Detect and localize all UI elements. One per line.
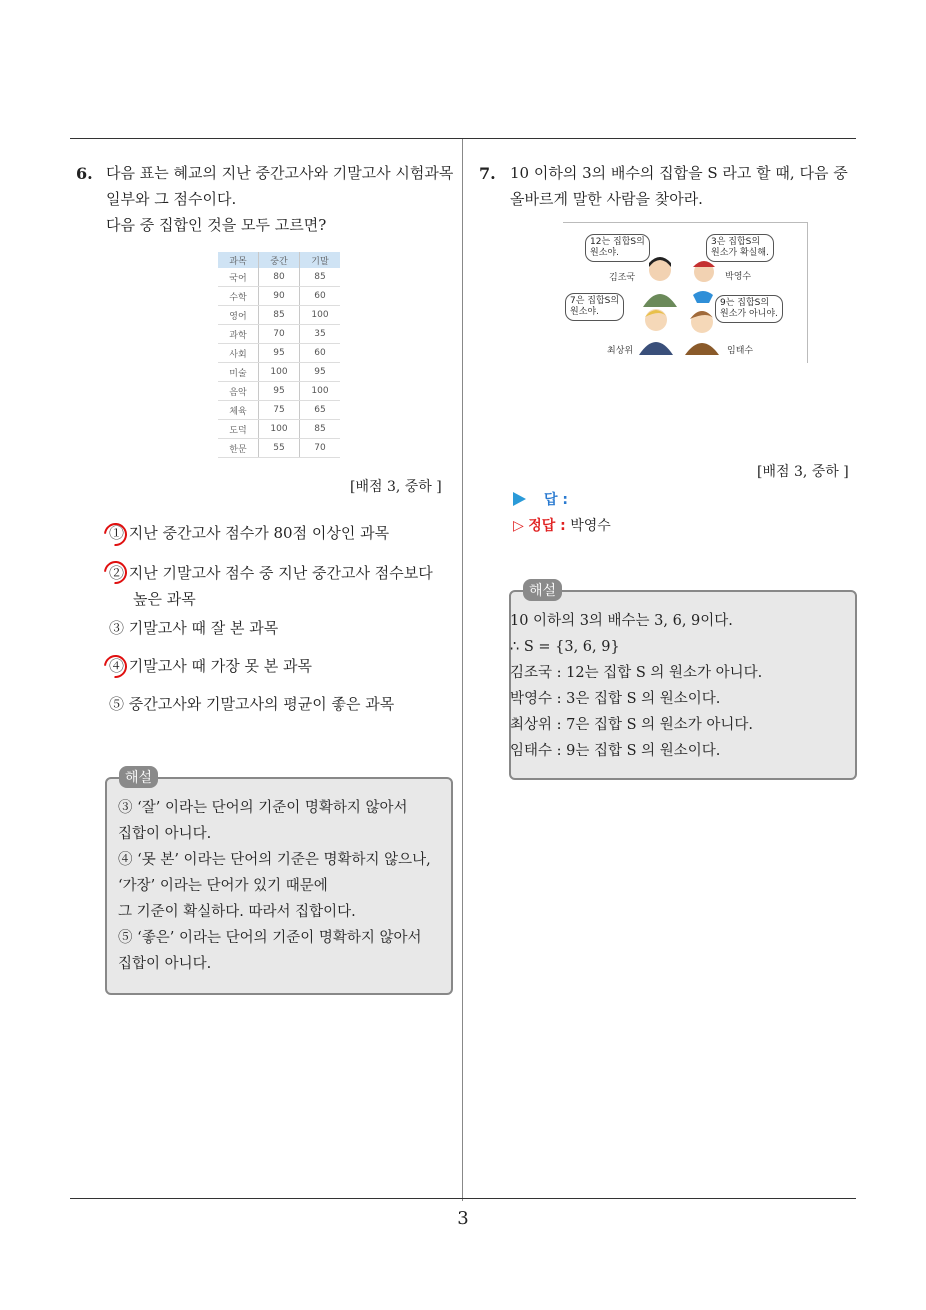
speech-bubble: 7은 집합S의 원소야. — [565, 293, 624, 321]
correct-answer-value: 박영수 — [570, 518, 611, 534]
table-row — [218, 401, 340, 420]
table-cell: 체육 — [218, 401, 259, 420]
table-header: 과목 — [218, 252, 259, 268]
table-cell: 100 — [259, 363, 300, 382]
q6-score: [배점 3, 중하 ] — [350, 479, 442, 495]
q6-number: 6. — [76, 164, 93, 183]
solution-line: ④ ‘못 본’ 이라는 단어의 기준은 명확하지 않으나, — [118, 852, 431, 868]
answer-row — [513, 489, 568, 509]
option-text: 중간고사와 기말고사의 평균이 좋은 과목 — [128, 695, 395, 713]
solution-line: 10 이하의 3의 배수는 3, 6, 9이다. — [510, 613, 733, 629]
option-text: 지난 중간고사 점수가 80점 이상인 과목 — [128, 524, 390, 542]
table-cell: 35 — [300, 325, 341, 344]
table-cell: 한문 — [218, 439, 259, 458]
table-cell: 95 — [300, 363, 341, 382]
table-cell: 음악 — [218, 382, 259, 401]
table-row — [218, 382, 340, 401]
table-cell: 90 — [259, 287, 300, 306]
solution-line: ‘가장’ 이라는 단어가 있기 때문에 — [118, 878, 328, 894]
option-4[interactable] — [109, 653, 312, 679]
option-number: ③ — [109, 619, 125, 637]
top-rule — [70, 138, 856, 139]
table-cell: 사회 — [218, 344, 259, 363]
solution-line: 그 기준이 확실하다. 따라서 집합이다. — [118, 904, 356, 920]
option-number: ② — [109, 564, 125, 582]
table-cell: 미술 — [218, 363, 259, 382]
table-cell: 95 — [259, 344, 300, 363]
table-row — [218, 325, 340, 344]
solution-line: 집합이 아니다. — [118, 826, 212, 842]
option-text: 기말고사 때 잘 본 과목 — [128, 619, 279, 637]
table-row — [218, 363, 340, 382]
solution-line: ⑤ ‘좋은’ 이라는 단어의 기준이 명확하지 않아서 — [118, 930, 422, 946]
speech-bubble: 12는 집합S의 원소야. — [585, 234, 650, 262]
option-2[interactable] — [109, 560, 433, 612]
solution-line: 임태수 : 9는 집합 S 의 원소이다. — [510, 743, 721, 759]
character-name: 임태수 — [727, 346, 754, 356]
outline-play-icon: ▷ — [513, 518, 524, 534]
table-header: 중간 — [259, 252, 300, 268]
q7-stem-line: 올바르게 말한 사람을 찾아라. — [510, 190, 703, 208]
table-cell: 국어 — [218, 268, 259, 287]
table-row — [218, 287, 340, 306]
table-row — [218, 306, 340, 325]
table-cell: 80 — [259, 268, 300, 287]
table-row — [218, 268, 340, 287]
speech-bubble: 9는 집합S의 원소가 아니야. — [715, 295, 783, 323]
speech-bubble: 3은 집합S의 원소가 확실해. — [706, 234, 774, 262]
table-cell: 과학 — [218, 325, 259, 344]
option-number: ⑤ — [109, 695, 125, 713]
solution-line: 최상위 : 7은 집합 S 의 원소가 아니다. — [510, 717, 754, 733]
option-text: 높은 과목 — [133, 590, 196, 608]
option-5[interactable] — [109, 691, 394, 717]
q7-score: [배점 3, 중하 ] — [757, 464, 849, 480]
q6-stem — [106, 160, 453, 238]
table-cell: 100 — [300, 382, 341, 401]
q7-stem — [510, 160, 848, 212]
q6-solution-text — [118, 795, 431, 977]
q6-solution-label: 해설 — [119, 766, 158, 788]
table-row — [218, 439, 340, 458]
table-cell: 85 — [300, 268, 341, 287]
table-row — [218, 420, 340, 439]
play-icon — [513, 492, 526, 506]
q6-stem-line: 일부와 그 점수이다. — [106, 190, 237, 208]
option-text: 기말고사 때 가장 못 본 과목 — [128, 657, 313, 675]
q6-stem-line: 다음 중 집합인 것을 모두 고르면? — [106, 216, 327, 234]
option-1[interactable] — [109, 520, 389, 546]
option-number: ④ — [109, 657, 125, 675]
solution-line: 집합이 아니다. — [118, 956, 212, 972]
solution-line: 박영수 : 3은 집합 S 의 원소이다. — [510, 691, 721, 707]
solution-line: ∴ S = {3, 6, 9} — [510, 639, 620, 655]
option-text: 지난 기말고사 점수 중 지난 중간고사 점수보다 — [128, 564, 433, 582]
table-cell: 수학 — [218, 287, 259, 306]
page-number: 3 — [457, 1208, 469, 1229]
table-cell: 70 — [259, 325, 300, 344]
table-cell: 65 — [300, 401, 341, 420]
correct-answer-row — [513, 515, 611, 535]
character-name: 김조국 — [609, 273, 636, 283]
q6-stem-line: 다음 표는 혜교의 지난 중간고사와 기말고사 시험과목 — [106, 164, 454, 182]
table-header-row — [218, 252, 340, 268]
character-name: 박영수 — [725, 272, 752, 282]
person-icon — [685, 311, 719, 355]
table-row — [218, 344, 340, 363]
character-name: 최상위 — [607, 346, 634, 356]
table-cell: 영어 — [218, 306, 259, 325]
solution-line: ③ ‘잘’ 이라는 단어의 기준이 명확하지 않아서 — [118, 800, 408, 816]
score-table — [218, 252, 340, 458]
table-cell: 85 — [300, 420, 341, 439]
bottom-rule — [70, 1198, 856, 1199]
q7-number: 7. — [479, 164, 496, 183]
option-number: ① — [109, 524, 125, 542]
correct-answer-label: 정답 : — [528, 518, 566, 534]
table-cell: 70 — [300, 439, 341, 458]
table-cell: 55 — [259, 439, 300, 458]
table-cell: 60 — [300, 344, 341, 363]
table-cell: 60 — [300, 287, 341, 306]
q7-solution-text — [510, 608, 762, 764]
q7-solution-label: 해설 — [523, 579, 562, 601]
person-icon — [639, 309, 673, 355]
q7-illustration — [563, 222, 808, 363]
q7-stem-line: 10 이하의 3의 배수의 집합을 S 라고 할 때, 다음 중 — [510, 164, 848, 182]
table-cell: 75 — [259, 401, 300, 420]
option-3[interactable] — [109, 615, 278, 641]
table-cell: 100 — [259, 420, 300, 439]
table-cell: 85 — [259, 306, 300, 325]
person-icon — [693, 261, 715, 282]
table-cell: 95 — [259, 382, 300, 401]
answer-label: 답 : — [544, 492, 568, 508]
table-cell: 100 — [300, 306, 341, 325]
column-divider — [462, 139, 463, 1201]
solution-line: 김조국 : 12는 집합 S 의 원소가 아니다. — [510, 665, 763, 681]
table-header: 기말 — [300, 252, 341, 268]
person-icon — [643, 257, 677, 307]
table-cell: 도덕 — [218, 420, 259, 439]
